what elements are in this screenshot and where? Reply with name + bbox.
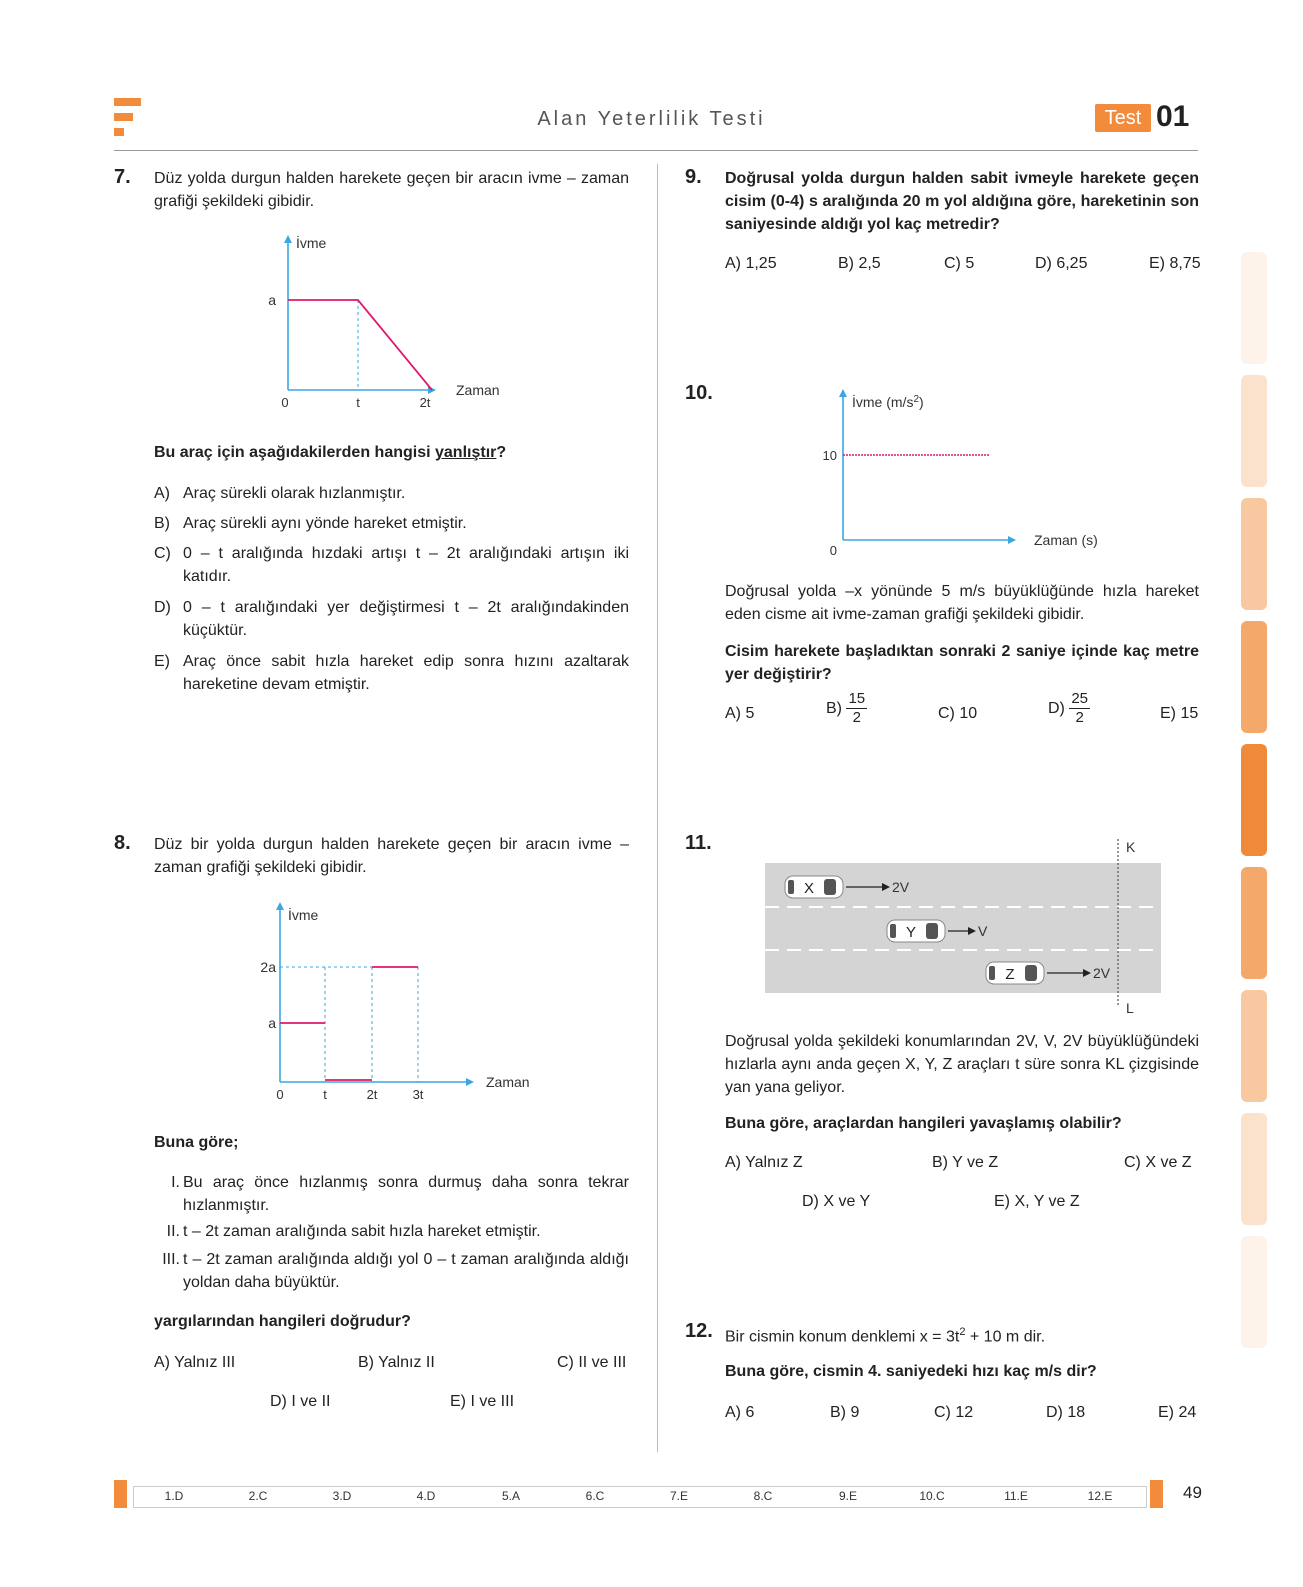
q7-option-c-text: 0 – t aralığında hızdaki artışı t – 2t aralığındaki artışın iki katıdır. [183,545,629,585]
answer-9: 9.E [838,1489,857,1503]
speed-x: 2V [892,879,910,895]
q10-number: 10. [685,382,713,404]
q9-text: Doğrusal yolda durgun halden sabit ivmeyle harekete geçen cisim (0-4) s aralığında 20 m yol aldığına göre, hareketinin son saniyesinde aldığı yol kaç metredir? [725,170,1199,233]
q8-statement-2-text: t – 2t zaman aralığında sabit hızla hareket etmiştir. [183,1223,541,1240]
q12-prompt: Buna göre, cismin 4. saniyedeki hızı kaç m/s dir? [725,1363,1097,1380]
q7-option-b-text: Araç sürekli aynı yönde hareket etmiştir. [183,515,467,532]
q11-road-figure [760,835,1170,1025]
q10-ylabel-sup: 2 [913,394,920,405]
q12-option-e[interactable]: E) 24 [1158,1404,1197,1421]
footer-right-marker [1150,1480,1163,1508]
q8-tick-t: t [323,1087,327,1102]
side-tab-3 [1241,498,1267,610]
q7-tick-t: t [356,395,360,410]
side-tab-2 [1241,375,1267,487]
q7-prompt-underlined: yanlıştır [435,444,497,461]
q11-option-d[interactable]: D) X ve Y [802,1193,871,1210]
q7-option-d-text: 0 – t aralığındaki yer değiştirmesi t – 2t aralığındakinden küçüktür. [183,599,629,639]
q8-intro: Buna göre; [154,1134,239,1151]
q11-prompt: Buna göre, araçlardan hangileri yavaşlamış olabilir? [725,1115,1122,1132]
q8-x-arrow [466,1078,474,1086]
q11-option-c[interactable]: C) X ve Z [1124,1154,1192,1171]
q12-option-c[interactable]: C) 12 [934,1404,974,1421]
q12-text-post: + 10 m dir. [965,1328,1046,1346]
side-tab-9 [1241,1236,1267,1348]
q8-option-d[interactable]: D) I ve II [270,1393,331,1410]
test-badge: Test [1095,104,1151,132]
q10-graph [810,385,1120,560]
side-tab-1 [1241,252,1267,364]
q12-option-b[interactable]: B) 9 [830,1404,860,1421]
q12-number: 12. [685,1320,713,1342]
q12-option-d[interactable]: D) 18 [1046,1404,1086,1421]
q7-tick-0: 0 [281,395,289,410]
car-x [785,876,843,898]
answer-1: 1.D [164,1489,184,1503]
q10-option-b-fraction [846,690,867,727]
q7-option-b-letter[interactable]: B) [154,515,170,532]
q8-option-a[interactable]: A) Yalnız III [154,1354,236,1371]
q10-ylabel-close: ) [919,394,924,410]
q7-y-arrow [284,235,292,243]
q9-option-d[interactable]: D) 6,25 [1035,255,1088,272]
q10-option-b-num: 15 [848,690,866,707]
q12-text-sup: 2 [959,1326,966,1338]
q7-option-a-text: Araç sürekli olarak hızlanmıştır. [183,485,406,502]
q10-label-0: 0 [829,543,837,558]
q8-statement-3-text: t – 2t zaman aralığında aldığı yol 0 – t zaman aralığında aldığı yoldan daha büyüktür. [183,1251,629,1291]
q8-graph [250,900,540,1100]
q11-option-e[interactable]: E) X, Y ve Z [994,1193,1080,1210]
q11-option-b[interactable]: B) Y ve Z [932,1154,999,1171]
q12-option-a[interactable]: A) 6 [725,1404,755,1421]
side-tab-8 [1241,1113,1267,1225]
q10-label-10: 10 [822,448,837,463]
q7-option-e-letter[interactable]: E) [154,653,170,670]
car-z [986,962,1044,984]
q7-text: Düz yolda durgun halden harekete geçen bir aracın ivme – zaman grafiği şekildeki gibidir. [154,170,629,210]
q12-text-pre: Bir cismin konum denklemi x = 3t [725,1328,960,1346]
q7-number: 7. [114,166,131,188]
q8-tick-2t: 2t [366,1087,378,1102]
q7-option-c-letter[interactable]: C) [154,545,171,562]
answer-6: 6.C [585,1489,605,1503]
q9-number: 9. [685,166,702,188]
q10-option-d-den: 2 [1075,709,1084,726]
answer-4: 4.D [416,1489,436,1503]
page-title: Alan Yeterlilik Testi [537,108,766,130]
q10-option-e[interactable]: E) 15 [1160,705,1199,722]
q8-number: 8. [114,832,131,854]
q10-option-d-fraction [1069,690,1090,727]
speed-y: V [978,923,988,939]
q9-option-a[interactable]: A) 1,25 [725,255,777,272]
q7-prompt-post: ? [496,444,507,461]
q10-y-arrow [839,389,847,397]
car-y [887,920,945,942]
q7-label-a: a [268,292,276,308]
q10-x-arrow [1008,536,1016,544]
q10-option-d[interactable] [1048,690,1090,727]
q10-option-b-letter: B) [826,700,842,717]
logo-bar-1 [114,98,141,106]
q10-xlabel: Zaman (s) [1034,532,1098,548]
q8-text: Düz bir yolda durgun halden harekete geçen bir aracın ivme – zaman grafiği şekildeki gibidir. [154,836,629,876]
q7-prompt-pre: Bu araç için aşağıdakilerden hangisi [154,444,435,461]
q7-prompt [154,441,629,464]
answer-12: 12.E [1087,1489,1113,1503]
side-tab-6 [1241,867,1267,979]
q11-text: Doğrusal yolda şekildeki konumlarından 2V, V, 2V büyüklüğündeki hızlarla aynı anda geçen X, Y, Z araçları t süre sonra KL çizgisinde yan yana geliyor. [725,1033,1199,1096]
q11-option-a[interactable]: A) Yalnız Z [725,1154,803,1171]
q8-prompt: yargılarından hangileri doğrudur? [154,1313,411,1330]
q8-statement-3-roman: III. [162,1251,180,1268]
q7-option-e-text: Araç önce sabit hızla hareket edip sonra hızını azaltarak hareketine devam etmiştir. [183,653,629,693]
answer-10: 10.C [919,1489,945,1503]
q12-text [725,1321,1199,1348]
q8-option-b[interactable]: B) Yalnız II [358,1354,435,1371]
page-number: 49 [1183,1483,1202,1502]
q10-ylabel [852,393,924,410]
label-k: K [1126,839,1136,855]
q10-prompt: Cisim harekete başladıktan sonraki 2 saniye içinde kaç metre yer değiştirir? [725,643,1199,683]
q8-option-c[interactable]: C) II ve III [557,1354,627,1371]
header-rule [114,150,1198,151]
q9-option-b[interactable]: B) 2,5 [838,255,881,272]
q9-option-e[interactable]: E) 8,75 [1149,255,1201,272]
answer-8: 8.C [753,1489,773,1503]
q10-option-d-num: 25 [1071,690,1089,707]
q8-statement-1-text: Bu araç önce hızlanmış sonra durmuş daha sonra tekrar hızlanmıştır. [183,1174,629,1214]
column-divider [657,164,658,1452]
side-tab-7 [1241,990,1267,1102]
side-tab-4 [1241,621,1267,733]
q7-tick-2t: 2t [419,395,431,410]
q8-label-2a: 2a [260,959,276,975]
q7-xlabel: Zaman [456,382,500,398]
answer-3: 3.D [332,1489,352,1503]
side-tab-5 [1241,744,1267,856]
q8-statement-1-roman: I. [171,1174,180,1191]
q10-option-d-letter: D) [1048,700,1065,717]
q8-label-a: a [268,1015,276,1031]
label-l: L [1126,1000,1134,1016]
footer-left-marker [114,1480,127,1508]
q10-option-a[interactable]: A) 5 [725,705,755,722]
q10-ylabel-main: İvme (m/s [852,394,914,410]
q7-ylabel: İvme [296,235,327,251]
answer-5: 5.A [501,1489,520,1503]
q7-graph [270,235,540,415]
answer-11: 11.E [1004,1489,1028,1503]
q10-option-b[interactable] [826,690,867,727]
q8-tick-3t: 3t [412,1087,424,1102]
answer-7: 7.E [669,1489,688,1503]
q8-xlabel: Zaman [486,1074,530,1090]
answer-2: 2.C [248,1489,268,1503]
q7-option-d-letter[interactable]: D) [154,599,171,616]
speed-z: 2V [1093,965,1111,981]
car-y-label: Y [905,924,917,941]
test-number: 01 [1156,100,1190,133]
q7-plot-line [288,300,432,390]
q8-tick-0: 0 [276,1087,284,1102]
q8-statement-2-roman: II. [166,1223,180,1240]
q10-option-b-den: 2 [852,709,861,726]
q10-option-c[interactable]: C) 10 [938,705,978,722]
q11-number: 11. [685,832,712,854]
q10-text: Doğrusal yolda –x yönünde 5 m/s büyüklüğünde hızla hareket eden cisme ait ivme-zaman grafiği şekildeki gibidir. [725,583,1199,623]
q7-option-a-letter[interactable]: A) [154,485,170,502]
q9-option-c[interactable]: C) 5 [944,255,975,272]
q8-option-e[interactable]: E) I ve III [450,1393,515,1410]
car-x-label: X [803,880,815,897]
q8-y-arrow [276,902,284,910]
q8-ylabel: İvme [288,907,319,923]
car-z-label: Z [1005,966,1015,983]
